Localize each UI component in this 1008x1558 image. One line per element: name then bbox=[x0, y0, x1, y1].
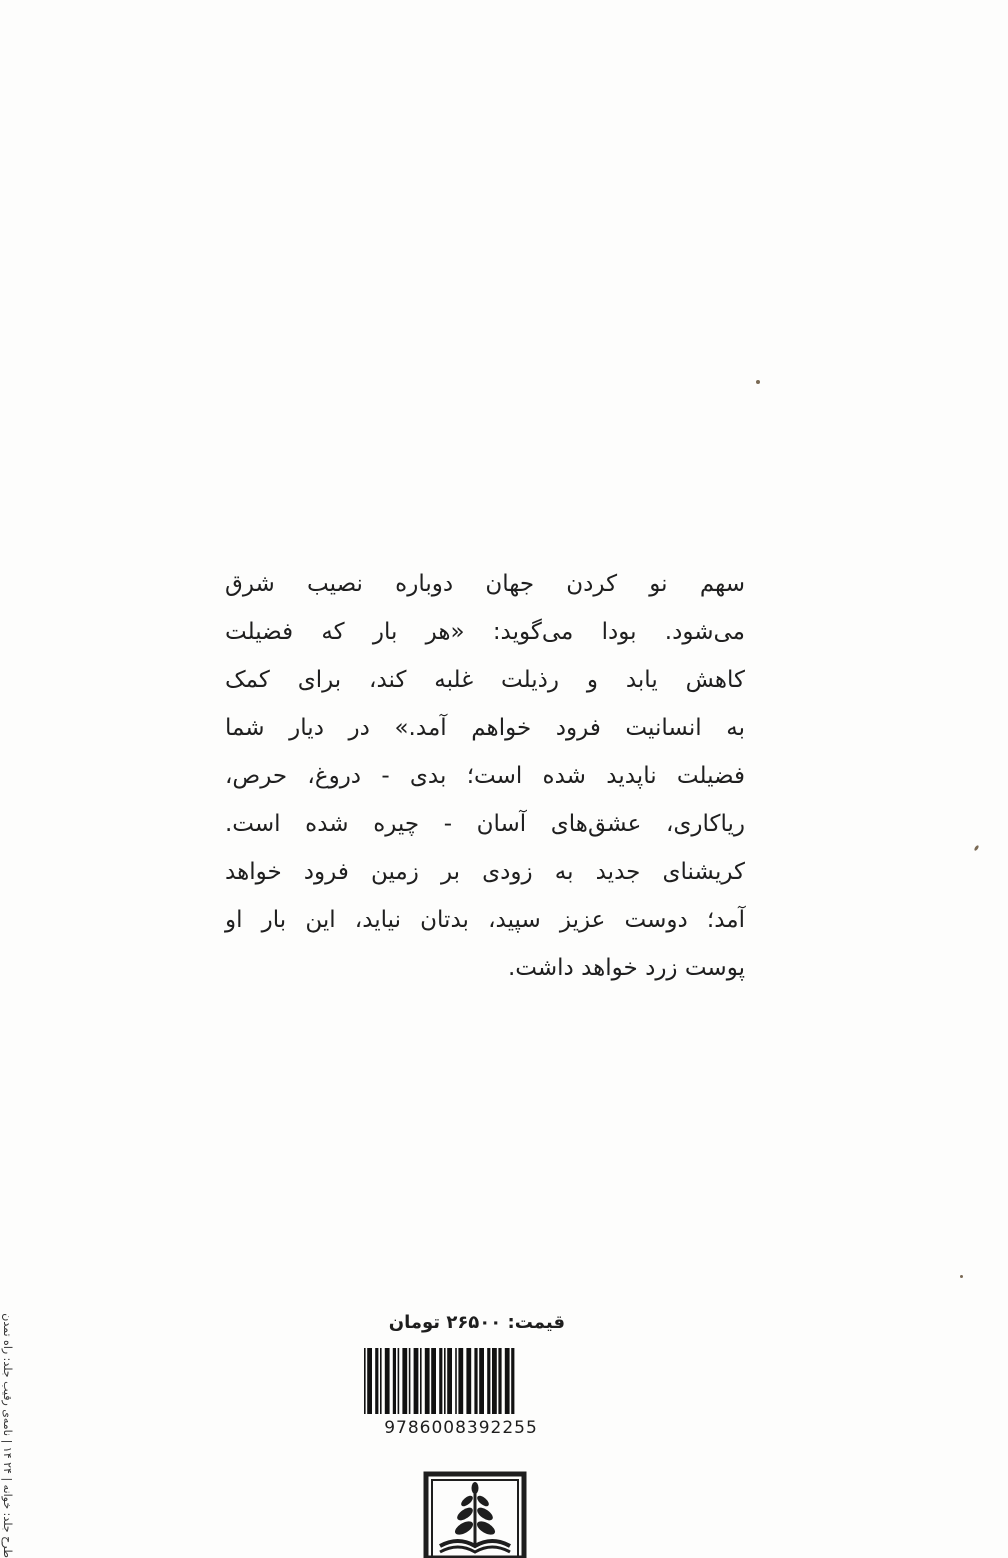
barcode-bar bbox=[402, 1348, 407, 1414]
blurb-line: فضیلت ناپدید شده است؛ بدی - دروغ، حرص، bbox=[225, 763, 745, 789]
isbn-barcode bbox=[362, 1348, 562, 1414]
barcode-bar bbox=[367, 1348, 372, 1414]
spine-edge bbox=[0, 1270, 16, 1558]
isbn-digits: 9786008392255 bbox=[384, 1418, 538, 1438]
barcode-bar bbox=[466, 1348, 471, 1414]
barcode-bar bbox=[444, 1348, 446, 1414]
barcode-bar bbox=[511, 1348, 514, 1414]
spine-text: طرح جلد: خوانه | ۲۴ ۱۴ | نامه‌ی رقیب جلد: راه تمدن bbox=[1, 1313, 14, 1558]
paper-speck bbox=[960, 1275, 963, 1278]
barcode-bar bbox=[385, 1348, 390, 1414]
blurb-line: به انسانیت فرود خواهم آمد.» در دیار شما bbox=[225, 715, 745, 741]
barcode-bar bbox=[447, 1348, 452, 1414]
blurb-line: آمد؛ دوست عزیز سپید، بدتان نیاید، این بار او bbox=[225, 907, 745, 933]
barcode-bar bbox=[409, 1348, 411, 1414]
barcode-bar bbox=[505, 1348, 510, 1414]
barcode-bar bbox=[364, 1348, 366, 1414]
barcode-bar bbox=[425, 1348, 430, 1414]
publisher-logo-icon bbox=[420, 1466, 530, 1558]
blurb-line: ریاکاری، عشق‌های آسان - چیره شده است. bbox=[225, 811, 745, 837]
barcode-bar bbox=[414, 1348, 419, 1414]
barcode-bar bbox=[439, 1348, 442, 1414]
barcode-bar bbox=[474, 1348, 477, 1414]
barcode-bar bbox=[420, 1348, 422, 1414]
blurb-line: کاهش یابد و رذیلت غلبه کند، برای کمک bbox=[225, 667, 745, 693]
barcode-bar bbox=[375, 1348, 378, 1414]
blurb-line: می‌شود. بودا می‌گوید: «هر بار که فضیلت bbox=[225, 619, 745, 645]
blurb-line: پوست زرد خواهد داشت. bbox=[507, 955, 745, 981]
blurb-line: سهم نو کردن جهان دوباره نصیب شرق bbox=[225, 571, 745, 597]
barcode-bar bbox=[431, 1348, 436, 1414]
paper-speck bbox=[974, 845, 980, 852]
barcode-bar bbox=[458, 1348, 463, 1414]
barcode-bar bbox=[393, 1348, 396, 1414]
back-cover-blurb bbox=[225, 560, 745, 992]
blurb-line: کریشنای جدید به زودی بر زمین فرود خواهد bbox=[225, 859, 745, 885]
barcode-bar bbox=[380, 1348, 382, 1414]
paper-speck bbox=[756, 380, 760, 384]
barcode-bar bbox=[498, 1348, 501, 1414]
barcode-bar bbox=[492, 1348, 497, 1414]
barcode-bar bbox=[455, 1348, 457, 1414]
barcode-bar bbox=[487, 1348, 490, 1414]
barcode-bar bbox=[479, 1348, 484, 1414]
barcode-bar bbox=[398, 1348, 400, 1414]
price-label: قیمت: ۲۶۵۰۰ تومان bbox=[388, 1312, 565, 1333]
